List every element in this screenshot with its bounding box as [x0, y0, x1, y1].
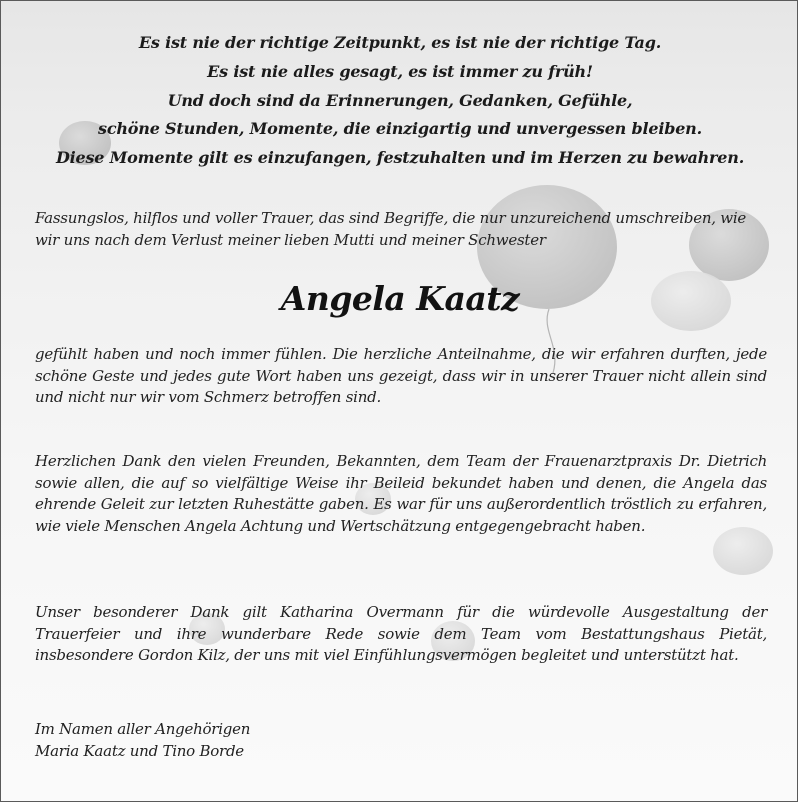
intro-paragraph: Fassungslos, hilflos und voller Trauer, das sind Begriffe, die nur unzureichend umschreiben, wie wir uns nach dem Verlust meiner lieben Mutti und meiner Schwester [35, 209, 747, 249]
poem [1, 29, 798, 173]
poem-line: Es ist nie der richtige Zeitpunkt, es ist nie der richtige Tag. [138, 33, 662, 52]
notice-text [1, 1, 798, 802]
thanks-paragraph: gefühlt haben und noch immer fühlen. Die herzliche Anteilnahme, die wir erfahren durften, jede schöne Geste und jedes gute Wort haben uns gezeigt, dass wir in unserer Trauer nicht allein sind und nicht nur wir vom Schmerz betroffen sind. [35, 345, 767, 407]
signature-line: Im Namen aller Angehörigen [35, 720, 251, 738]
deceased-name: Angela Kaatz [280, 279, 520, 318]
thanks-paragraph: Herzlichen Dank den vielen Freunden, Bekannten, dem Team der Frauenarztpraxis Dr. Dietrich sowie allen, die auf so vielfältige Weise ihr Beileid bekundet haben und denen, die Angela das ehrende Geleit zur letzten Ruhestätte gaben. Es war für uns außerordentlich tröstlich zu erfahren, wie viele Menschen Angela Achtung und Wertschätzung entgegengebracht haben. [35, 452, 767, 535]
signature-block [35, 719, 767, 762]
poem-line: Es ist nie alles gesagt, es ist immer zu früh! [207, 61, 593, 81]
poem-line: Und doch sind da Erinnerungen, Gedanken, Gefühle, [167, 90, 633, 110]
signature-names: Maria Kaatz und Tino Borde [35, 741, 244, 760]
thanks-paragraph: Unser besonderer Dank gilt Katharina Overmann für die würdevolle Ausgestaltung der Trauerfeier und ihre wunderbare Rede sowie dem Team vom Bestattungshaus Pietät, insbesondere Gordon Kilz, der uns mit viel Einfühlungsvermögen begleitet und unterstützt hat. [35, 603, 767, 665]
poem-line: Diese Momente gilt es einzufangen, festzuhalten und im Herzen zu bewahren. [55, 148, 745, 168]
poem-line: schöne Stunden, Momente, die einzigartig und unvergessen bleiben. [98, 119, 702, 139]
